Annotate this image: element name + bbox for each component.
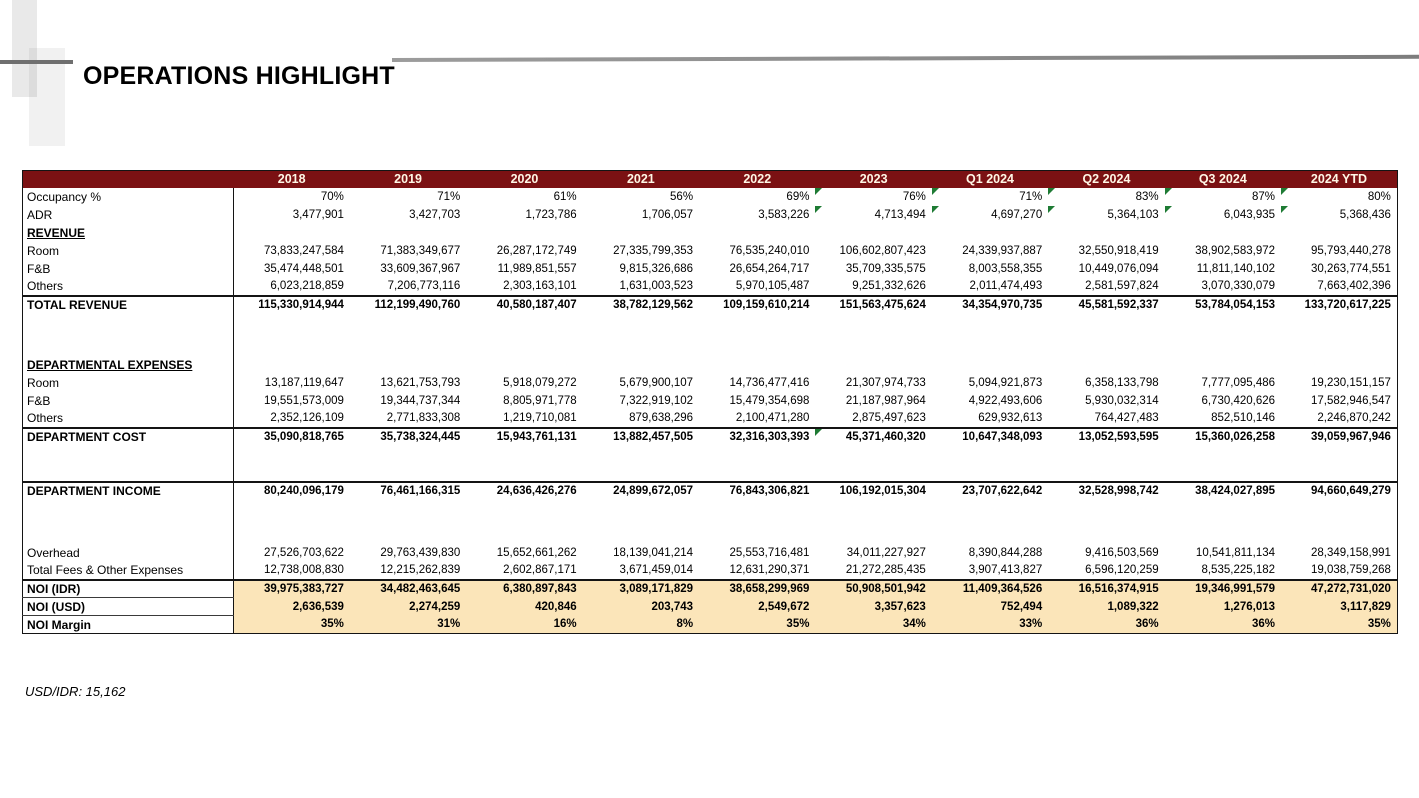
row-label: TOTAL REVENUE [23,296,234,356]
cell: 9,815,326,686 [619,262,694,275]
table-row-departmental-expenses [23,356,1398,374]
cell [350,356,466,374]
cell-flag-triangle-icon [932,206,939,213]
cell: 11,811,140,102 [1196,262,1276,275]
cell: 6,358,133,798 [1085,376,1159,389]
column-header: Q3 2024 [1165,171,1281,188]
cell: 3,907,413,827 [968,564,1043,576]
cell: 3,671,459,014 [619,564,694,576]
cell: 19,551,573,009 [263,394,344,407]
cell: 24,899,672,057 [583,482,699,544]
cell [234,224,350,242]
cell: 2,636,539 [234,598,350,616]
cell: 8,535,225,182 [1201,564,1276,576]
cell: 5,930,032,314 [1085,394,1159,407]
cell: 5,970,105,487 [735,280,810,292]
cell: 2,246,870,242 [1317,412,1391,424]
row-label: DEPARTMENT COST [23,428,234,482]
cell: 19,346,991,579 [1165,580,1281,598]
cell-flag-triangle-icon [1048,188,1055,195]
cell: 35% [699,616,815,634]
cell [1048,224,1164,242]
table-row-adr [23,206,1398,224]
cell: 76,535,240,010 [729,244,810,257]
cell: 6,023,218,859 [270,280,344,292]
cell [932,356,1048,374]
cell: 9,416,503,569 [1085,546,1159,559]
cell: 80,240,096,179 [234,482,350,544]
cell: 109,159,610,214 [699,296,815,356]
row-label: Total Fees & Other Expenses [23,562,234,580]
table-row-noi-usd [23,598,1398,616]
cell: 83% [1048,188,1164,206]
cell: 3,583,226 [758,208,810,221]
cell: 4,713,494 [815,206,931,224]
title-rule-left [0,60,73,64]
cell: 420,846 [466,598,582,616]
cell: 36% [1165,616,1281,634]
table-row-occupancy [23,188,1398,206]
cell: 38,424,027,895 [1165,482,1281,544]
cell: 2,352,126,109 [270,412,344,424]
cell: 61% [553,190,577,203]
cell: 4,922,493,606 [968,394,1043,407]
cell: 3,070,330,079 [1201,280,1276,292]
column-header: Q1 2024 [932,171,1048,188]
cell: 1,631,003,523 [619,280,694,292]
cell: 34,482,463,645 [350,580,466,598]
table-body [23,188,1398,634]
cell: 151,563,475,624 [815,296,931,356]
cell: 752,494 [932,598,1048,616]
cell: 2,581,597,824 [1085,280,1159,292]
row-label: DEPARTMENTAL EXPENSES [23,356,234,374]
cell: 71,383,349,677 [380,244,461,257]
cell: 76,461,166,315 [350,482,466,544]
cell: 69% [786,190,810,203]
cell: 19,038,759,268 [1310,564,1391,576]
cell: 45,371,460,320 [815,428,931,482]
cell: 11,989,851,557 [497,262,577,275]
cell: 13,621,753,793 [380,376,461,389]
column-header: 2021 [583,171,699,188]
cell: 31% [350,616,466,634]
cell: 5,364,103 [1048,206,1164,224]
cell [1165,356,1281,374]
cell: 5,918,079,272 [503,376,577,389]
cell: 115,330,914,944 [234,296,350,356]
row-label: Others [23,278,234,296]
row-label: NOI Margin [23,616,234,634]
cell [583,224,699,242]
cell: 35% [1281,616,1397,634]
cell: 2,602,867,171 [503,564,577,576]
cell: 35,709,335,575 [845,262,926,275]
cell: 21,187,987,964 [845,394,926,407]
cell: 4,697,270 [932,206,1048,224]
cell-flag-triangle-icon [815,206,822,213]
cell: 3,477,901 [292,208,344,221]
cell: 19,230,151,157 [1310,376,1391,389]
row-label: Room [23,242,234,260]
row-label: F&B [23,260,234,278]
cell: 3,117,829 [1281,598,1397,616]
cell: 39,059,967,946 [1281,428,1397,482]
cell: 15,360,026,258 [1165,428,1281,482]
cell: 34,011,227,927 [846,546,926,559]
row-label: REVENUE [23,224,234,242]
cell: 23,707,622,642 [932,482,1048,544]
cell: 106,602,807,423 [839,244,926,257]
cell: 8,390,844,288 [968,546,1043,559]
table-row-f-b [23,392,1398,410]
cell-flag-triangle-icon [815,188,822,195]
cell [350,224,466,242]
table-row-noi-margin [23,616,1398,634]
cell [815,356,931,374]
cell: 7,777,095,486 [1201,376,1276,389]
cell: 71% [437,190,461,203]
cell: 35% [234,616,350,634]
cell: 852,510,146 [1211,412,1276,424]
table-row-room [23,242,1398,260]
cell: 1,276,013 [1165,598,1281,616]
cell: 203,743 [583,598,699,616]
cell: 10,647,348,093 [932,428,1048,482]
cell: 1,089,322 [1048,598,1164,616]
cell: 27,526,703,622 [263,546,344,559]
cell [699,224,815,242]
cell: 8% [583,616,699,634]
cell: 106,192,015,304 [815,482,931,544]
cell: 6,596,120,259 [1085,564,1159,576]
cell: 56% [670,190,694,203]
cell: 6,043,935 [1165,206,1281,224]
cell: 2,771,833,308 [386,412,461,424]
cell: 76,843,306,821 [699,482,815,544]
cell: 10,541,811,134 [1195,546,1276,559]
cell: 32,316,303,393 [699,428,815,482]
cell: 7,322,919,102 [619,394,694,407]
cell: 6,730,420,626 [1201,394,1276,407]
cell [1048,356,1164,374]
cell: 2,549,672 [699,598,815,616]
cell: 53,784,054,153 [1165,296,1281,356]
cell [466,356,582,374]
cell: 39,975,383,727 [234,580,350,598]
table-header-row [23,171,1398,188]
cell: 879,638,296 [629,412,694,424]
cell: 5,679,900,107 [619,376,694,389]
cell: 13,052,593,595 [1048,428,1164,482]
operations-table [22,170,1398,634]
row-label: Others [23,410,234,428]
row-label: NOI (IDR) [23,580,234,598]
cell: 12,738,008,830 [263,564,344,576]
cell: 3,427,703 [409,208,461,221]
cell: 10,449,076,094 [1078,262,1159,275]
table-row-f-b [23,260,1398,278]
table-row-room [23,374,1398,392]
cell: 30,263,774,551 [1310,262,1391,275]
cell: 32,528,998,742 [1048,482,1164,544]
cell: 25,553,716,481 [729,546,810,559]
cell-flag-triangle-icon [1281,188,1288,195]
table-row-total-fees-other-expenses [23,562,1398,580]
cell: 80% [1281,188,1397,206]
cell: 33% [932,616,1048,634]
cell [699,356,815,374]
cell: 50,908,501,942 [815,580,931,598]
title-rule-right [392,55,1419,62]
column-header: Q2 2024 [1048,171,1164,188]
table-row-overhead [23,544,1398,562]
row-label: DEPARTMENT INCOME [23,482,234,544]
cell-flag-triangle-icon [932,188,939,195]
table-row-department-cost [23,428,1398,482]
cell: 14,736,477,416 [729,376,810,389]
cell: 15,479,354,698 [729,394,810,407]
cell: 35,474,448,501 [263,262,344,275]
cell: 35,738,324,445 [350,428,466,482]
table-row-revenue [23,224,1398,242]
cell: 11,409,364,526 [932,580,1048,598]
exchange-rate-note: USD/IDR: 15,162 [25,684,126,699]
cell-flag-triangle-icon [1281,206,1288,213]
cell-flag-triangle-icon [815,429,822,436]
cell: 13,187,119,647 [264,376,344,389]
cell: 27,335,799,353 [613,244,694,257]
cell: 70% [320,190,344,203]
cell [1281,224,1397,242]
cell: 38,658,299,969 [699,580,815,598]
table-row-others [23,410,1398,428]
cell: 16% [466,616,582,634]
row-label: F&B [23,392,234,410]
cell: 5,094,921,873 [968,376,1043,389]
cell: 2,100,471,280 [735,412,810,424]
table-row-others [23,278,1398,296]
cell: 8,805,971,778 [503,394,577,407]
cell: 2,011,474,493 [969,280,1043,292]
cell: 38,782,129,562 [583,296,699,356]
cell: 3,089,171,829 [583,580,699,598]
cell: 8,003,558,355 [968,262,1043,275]
cell: 9,251,332,626 [852,280,926,292]
cell: 38,902,583,972 [1195,244,1276,257]
cell: 24,339,937,887 [962,244,1043,257]
cell: 47,272,731,020 [1281,580,1397,598]
cell: 2,875,497,623 [852,412,926,424]
row-label: NOI (USD) [23,598,234,616]
cell: 16,516,374,915 [1048,580,1164,598]
cell: 34% [815,616,931,634]
table-row-noi-idr [23,580,1398,598]
cell: 18,139,041,214 [613,546,694,559]
cell: 133,720,617,225 [1281,296,1397,356]
column-header: 2018 [234,171,350,188]
row-label: Room [23,374,234,392]
cell: 94,660,649,279 [1281,482,1397,544]
cell: 26,654,264,717 [729,262,810,275]
row-label: ADR [23,206,234,224]
cell: 24,636,426,276 [466,482,582,544]
operations-table-container [22,170,1398,634]
cell: 1,723,786 [525,208,577,221]
cell: 95,793,440,278 [1310,244,1391,257]
cell: 629,932,613 [978,412,1043,424]
cell: 3,357,623 [815,598,931,616]
cell: 36% [1048,616,1164,634]
cell [583,356,699,374]
cell: 7,663,402,396 [1317,280,1391,292]
cell-flag-triangle-icon [1165,188,1172,195]
cell: 5,368,436 [1281,206,1397,224]
cell: 71% [932,188,1048,206]
cell: 12,631,290,371 [729,564,810,576]
column-header: 2023 [815,171,931,188]
cell [932,224,1048,242]
cell: 32,550,918,419 [1078,244,1159,257]
table-row-department-income [23,482,1398,544]
cell: 34,354,970,735 [932,296,1048,356]
page-title: OPERATIONS HIGHLIGHT [83,61,395,90]
cell: 40,580,187,407 [466,296,582,356]
cell: 13,882,457,505 [583,428,699,482]
table-row-total-revenue [23,296,1398,356]
cell: 17,582,946,547 [1310,394,1391,407]
cell: 21,307,974,733 [845,376,926,389]
cell: 35,090,818,765 [234,428,350,482]
cell [1165,224,1281,242]
cell: 33,609,367,967 [380,262,461,275]
cell: 76% [815,188,931,206]
column-header: 2019 [350,171,466,188]
cell: 2,274,259 [350,598,466,616]
cell: 29,763,439,830 [380,546,461,559]
cell: 28,349,158,991 [1310,546,1391,559]
cell: 87% [1165,188,1281,206]
row-label: Occupancy % [23,188,234,206]
cell [1281,356,1397,374]
column-header: 2020 [466,171,582,188]
cell: 764,427,483 [1094,412,1159,424]
cell-flag-triangle-icon [1048,206,1055,213]
cell [234,356,350,374]
cell: 112,199,490,760 [350,296,466,356]
cell: 19,344,737,344 [380,394,461,407]
cell: 1,219,710,081 [503,412,577,424]
cell: 15,943,761,131 [466,428,582,482]
header-corner-cell [23,171,234,188]
cell [815,224,931,242]
cell: 2,303,163,101 [503,280,577,292]
cell: 73,833,247,584 [263,244,344,257]
cell: 21,272,285,435 [845,564,926,576]
cell: 26,287,172,749 [496,244,577,257]
column-header: 2024 YTD [1281,171,1397,188]
row-label: Overhead [23,544,234,562]
cell: 7,206,773,116 [387,280,461,292]
cell: 45,581,592,337 [1048,296,1164,356]
cell [466,224,582,242]
cell: 1,706,057 [641,208,694,221]
column-header: 2022 [699,171,815,188]
cell: 12,215,262,839 [380,564,461,576]
cell: 15,652,661,262 [496,546,577,559]
cell-flag-triangle-icon [1165,206,1172,213]
cell: 6,380,897,843 [466,580,582,598]
